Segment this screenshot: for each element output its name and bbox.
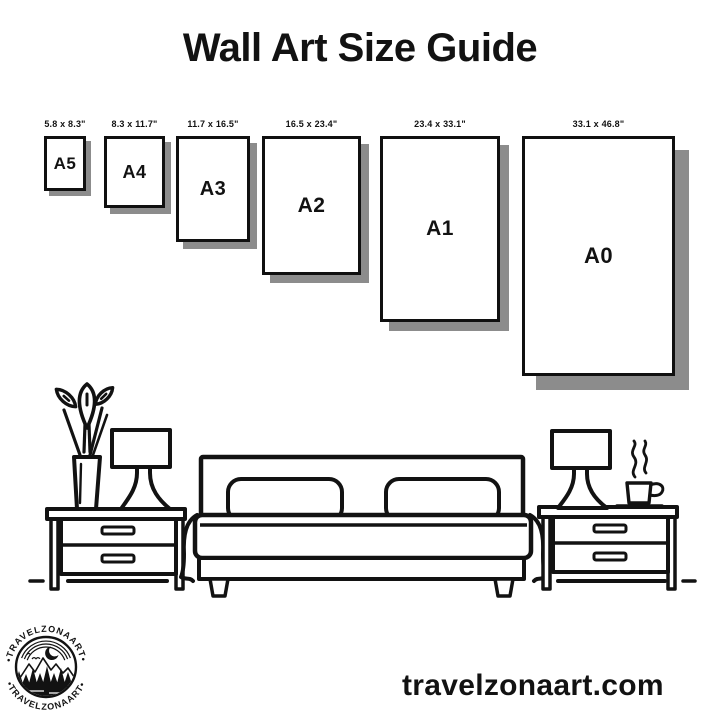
size-name-label: A1	[426, 217, 454, 240]
size-dimensions-label: 16.5 x 23.4"	[285, 119, 338, 129]
table-lamp-left-icon	[112, 430, 170, 509]
table-lamp-right-icon	[552, 431, 610, 508]
nightstand-right-icon	[539, 507, 677, 589]
logo-arc-text-bottom: •TRAVELZONAART•	[4, 679, 88, 711]
size-dimensions-label: 33.1 x 46.8"	[572, 119, 625, 129]
size-name-label: A4	[122, 161, 147, 182]
size-dimensions-label: 5.8 x 8.3"	[44, 119, 86, 129]
size-dimensions-label: 8.3 x 11.7"	[111, 119, 158, 129]
size-dimensions-label: 11.7 x 16.5"	[187, 119, 239, 129]
size-name-label: A5	[53, 153, 77, 173]
website-url: travelzonaart.com	[402, 669, 664, 702]
logo-arc-text-top: •TRAVELZONAART•	[3, 623, 89, 663]
size-name-label: A2	[297, 193, 326, 217]
size-dimensions-label: 23.4 x 33.1"	[414, 119, 466, 129]
nightstand-left-icon	[47, 509, 185, 589]
brand-logo	[2, 623, 90, 711]
size-name-label: A0	[583, 243, 614, 268]
size-name-label: A3	[199, 177, 227, 200]
vase-plant-icon	[53, 384, 115, 509]
coffee-cup-icon	[617, 441, 663, 506]
bed-icon	[181, 457, 546, 596]
page-title: Wall Art Size Guide	[182, 26, 538, 70]
